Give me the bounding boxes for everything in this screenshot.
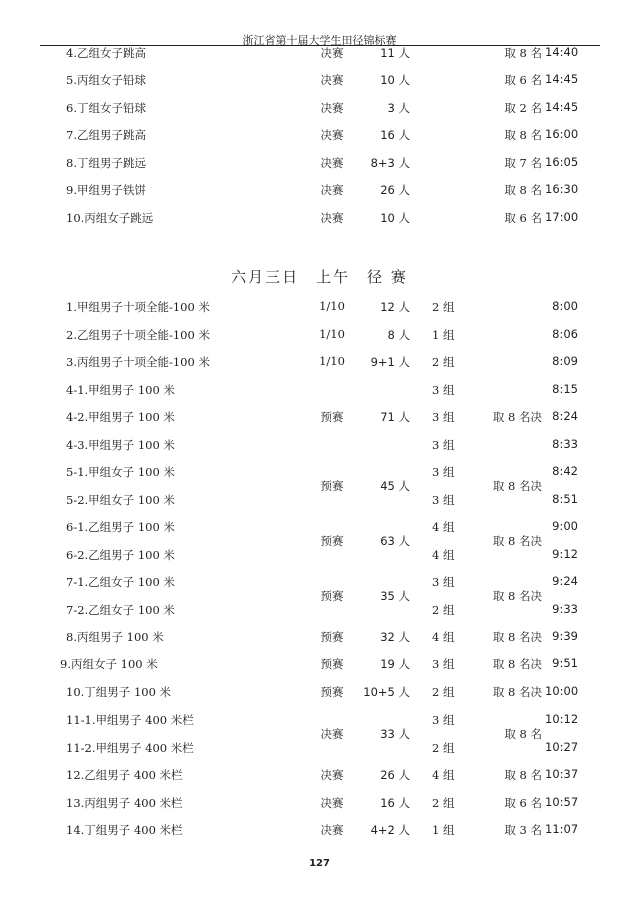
group-count: 4 组 — [432, 520, 455, 534]
event-name: 7-2.乙组女子 100 米 — [66, 603, 175, 617]
start-time: 8:09 — [552, 354, 578, 368]
start-time: 8:51 — [552, 492, 578, 506]
entry-count: 45 人 — [380, 479, 410, 493]
group-count: 3 组 — [432, 438, 455, 452]
table-row — [0, 602, 639, 618]
event-name: 1.甲组男子十项全能-100 米 — [66, 300, 210, 314]
table-row — [0, 409, 639, 425]
round-label: 1/10 — [319, 299, 345, 313]
entry-count: 71 人 — [380, 410, 410, 424]
entry-count: 3 人 — [387, 101, 410, 115]
entry-count: 8+3 人 — [370, 156, 410, 170]
qualify-rule: 取 6 名 — [504, 211, 542, 225]
qualify-rule: 取 8 名 — [504, 727, 542, 741]
event-name: 5-1.甲组女子 100 米 — [66, 465, 175, 479]
start-time: 14:45 — [545, 100, 579, 114]
group-count: 3 组 — [432, 383, 455, 397]
start-time: 10:12 — [545, 712, 579, 726]
event-name: 4-1.甲组男子 100 米 — [66, 383, 175, 397]
entry-count: 26 人 — [380, 183, 410, 197]
table-row — [0, 629, 639, 645]
start-time: 10:27 — [545, 740, 579, 754]
start-time: 9:39 — [552, 629, 578, 643]
round-label: 1/10 — [319, 354, 345, 368]
entry-count: 4+2 人 — [370, 823, 410, 837]
group-count: 3 组 — [432, 713, 455, 727]
qualify-rule: 取 8 名 — [504, 183, 542, 197]
entry-count: 26 人 — [380, 768, 410, 782]
start-time: 16:00 — [545, 127, 579, 141]
group-count: 4 组 — [432, 548, 455, 562]
round-label: 决赛 — [320, 183, 344, 197]
event-name: 6.丁组女子铅球 — [66, 101, 146, 115]
qualify-rule: 取 8 名决 — [492, 630, 542, 644]
qualify-rule: 取 8 名决 — [492, 479, 542, 493]
group-count: 3 组 — [432, 465, 455, 479]
table-row — [0, 656, 639, 672]
merged-row — [0, 726, 639, 742]
round-label: 决赛 — [320, 73, 344, 87]
qualify-rule: 取 8 名决 — [492, 657, 542, 671]
group-count: 2 组 — [432, 796, 455, 810]
entry-count: 33 人 — [380, 727, 410, 741]
table-row — [0, 382, 639, 398]
table-row — [0, 327, 639, 343]
qualify-rule: 取 8 名 — [504, 46, 542, 60]
start-time: 10:57 — [545, 795, 579, 809]
entry-count: 10 人 — [380, 73, 410, 87]
table-row — [0, 684, 639, 700]
table-row — [0, 45, 639, 61]
entry-count: 10 人 — [380, 211, 410, 225]
table-row — [0, 822, 639, 838]
group-count: 1 组 — [432, 328, 455, 342]
start-time: 9:51 — [552, 656, 578, 670]
event-name: 6-1.乙组男子 100 米 — [66, 520, 175, 534]
group-count: 3 组 — [432, 493, 455, 507]
table-row — [0, 210, 639, 226]
round-label: 决赛 — [320, 46, 344, 60]
table-row — [0, 437, 639, 453]
qualify-rule: 取 2 名 — [504, 101, 542, 115]
group-count: 2 组 — [432, 300, 455, 314]
table-row — [0, 740, 639, 756]
qualify-rule: 取 3 名 — [504, 823, 542, 837]
entry-count: 11 人 — [380, 46, 410, 60]
group-count: 2 组 — [432, 355, 455, 369]
start-time: 9:12 — [552, 547, 578, 561]
table-row — [0, 354, 639, 370]
group-count: 1 组 — [432, 823, 455, 837]
section-title: 六月三日 上午 径 赛 — [231, 268, 408, 286]
event-name: 5.丙组女子铅球 — [66, 73, 146, 87]
round-label: 预赛 — [320, 657, 344, 671]
group-count: 2 组 — [432, 741, 455, 755]
round-label: 决赛 — [320, 823, 344, 837]
table-row — [0, 127, 639, 143]
start-time: 17:00 — [545, 210, 579, 224]
start-time: 16:05 — [545, 155, 579, 169]
table-row — [0, 767, 639, 783]
qualify-rule: 取 6 名 — [504, 796, 542, 810]
table-row — [0, 547, 639, 563]
event-name: 10.丙组女子跳远 — [66, 211, 154, 225]
round-label: 预赛 — [320, 534, 344, 548]
start-time: 16:30 — [545, 182, 579, 196]
start-time: 9:33 — [552, 602, 578, 616]
start-time: 8:33 — [552, 437, 578, 451]
entry-count: 19 人 — [380, 657, 410, 671]
round-label: 决赛 — [320, 101, 344, 115]
event-name: 14.丁组男子 400 米栏 — [66, 823, 183, 837]
round-label: 决赛 — [320, 727, 344, 741]
entry-count: 12 人 — [380, 300, 410, 314]
event-name: 6-2.乙组男子 100 米 — [66, 548, 175, 562]
event-name: 2.乙组男子十项全能-100 米 — [66, 328, 210, 342]
start-time: 8:06 — [552, 327, 578, 341]
entry-count: 16 人 — [380, 128, 410, 142]
start-time: 10:37 — [545, 767, 579, 781]
round-label: 预赛 — [320, 410, 344, 424]
qualify-rule: 取 8 名 — [504, 128, 542, 142]
event-name: 8.丙组男子 100 米 — [66, 630, 164, 644]
qualify-rule: 取 7 名 — [504, 156, 542, 170]
table-row — [0, 492, 639, 508]
round-label: 预赛 — [320, 685, 344, 699]
group-count: 3 组 — [432, 575, 455, 589]
event-name: 13.丙组男子 400 米栏 — [66, 796, 183, 810]
group-count: 3 组 — [432, 410, 455, 424]
table-row — [0, 795, 639, 811]
round-label: 预赛 — [320, 630, 344, 644]
table-row — [0, 100, 639, 116]
round-label: 预赛 — [320, 479, 344, 493]
qualify-rule: 取 6 名 — [504, 73, 542, 87]
table-row — [0, 182, 639, 198]
event-name: 4-3.甲组男子 100 米 — [66, 438, 175, 452]
page-header: 浙江省第十届大学生田径锦标赛 — [242, 34, 397, 47]
start-time: 10:00 — [545, 684, 579, 698]
table-row — [0, 72, 639, 88]
start-time: 8:42 — [552, 464, 578, 478]
round-label: 决赛 — [320, 768, 344, 782]
event-name: 10.丁组男子 100 米 — [66, 685, 172, 699]
start-time: 8:00 — [552, 299, 578, 313]
start-time: 11:07 — [545, 822, 579, 836]
qualify-rule: 取 8 名决 — [492, 589, 542, 603]
merged-row — [0, 533, 639, 549]
start-time: 9:00 — [552, 519, 578, 533]
round-label: 决赛 — [320, 211, 344, 225]
round-label: 1/10 — [319, 327, 345, 341]
start-time: 14:45 — [545, 72, 579, 86]
event-name: 11-2.甲组男子 400 米栏 — [66, 741, 194, 755]
group-count: 3 组 — [432, 657, 455, 671]
entry-count: 9+1 人 — [370, 355, 410, 369]
table-row — [0, 155, 639, 171]
round-label: 决赛 — [320, 156, 344, 170]
event-name: 4-2.甲组男子 100 米 — [66, 410, 175, 424]
entry-count: 10+5 人 — [363, 685, 410, 699]
event-name: 9.丙组女子 100 米 — [60, 657, 158, 671]
event-name: 9.甲组男子铁饼 — [66, 183, 146, 197]
round-label: 决赛 — [320, 796, 344, 810]
qualify-rule: 取 8 名 — [504, 768, 542, 782]
start-time: 9:24 — [552, 574, 578, 588]
group-count: 2 组 — [432, 603, 455, 617]
event-name: 12.乙组男子 400 米栏 — [66, 768, 183, 782]
merged-row — [0, 478, 639, 494]
entry-count: 32 人 — [380, 630, 410, 644]
qualify-rule: 取 8 名决 — [492, 534, 542, 548]
event-name: 7-1.乙组女子 100 米 — [66, 575, 175, 589]
table-row — [0, 299, 639, 315]
event-name: 11-1.甲组男子 400 米栏 — [66, 713, 194, 727]
page-number: 127 — [309, 858, 330, 869]
start-time: 8:24 — [552, 409, 578, 423]
event-name: 7.乙组男子跳高 — [66, 128, 146, 142]
group-count: 2 组 — [432, 685, 455, 699]
group-count: 4 组 — [432, 768, 455, 782]
qualify-rule: 取 8 名决 — [492, 410, 542, 424]
event-name: 3.丙组男子十项全能-100 米 — [66, 355, 210, 369]
event-name: 5-2.甲组女子 100 米 — [66, 493, 175, 507]
event-name: 8.丁组男子跳远 — [66, 156, 146, 170]
start-time: 14:40 — [545, 45, 579, 59]
entry-count: 63 人 — [380, 534, 410, 548]
entry-count: 8 人 — [387, 328, 410, 342]
entry-count: 16 人 — [380, 796, 410, 810]
round-label: 决赛 — [320, 128, 344, 142]
group-count: 4 组 — [432, 630, 455, 644]
event-name: 4.乙组女子跳高 — [66, 46, 146, 60]
start-time: 8:15 — [552, 382, 578, 396]
entry-count: 35 人 — [380, 589, 410, 603]
qualify-rule: 取 8 名决 — [492, 685, 542, 699]
round-label: 预赛 — [320, 589, 344, 603]
merged-row — [0, 588, 639, 604]
